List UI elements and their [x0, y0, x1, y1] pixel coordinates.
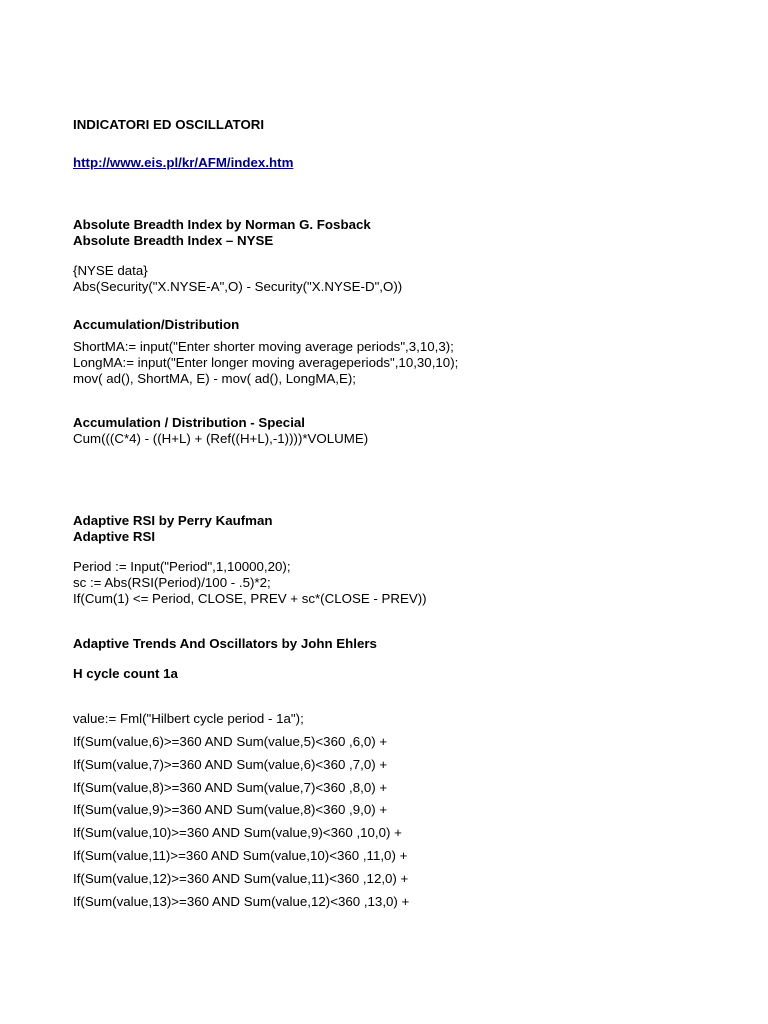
section-heading: Accumulation / Distribution - Special — [73, 415, 305, 430]
code-line: {NYSE data} — [73, 263, 148, 278]
section-subheading: H cycle count 1a — [73, 666, 178, 681]
document-title: INDICATORI ED OSCILLATORI — [73, 117, 265, 132]
code-line: If(Sum(value,9)>=360 AND Sum(value,8)<360 ,9,0) + — [73, 802, 388, 817]
section-heading: Absolute Breadth Index by Norman G. Fosback — [73, 217, 371, 232]
code-line: If(Sum(value,10)>=360 AND Sum(value,9)<360 ,10,0) + — [73, 825, 402, 840]
code-line: value:= Fml("Hilbert cycle period - 1a"); — [73, 711, 304, 726]
section-subheading: Absolute Breadth Index – NYSE — [73, 233, 274, 248]
reference-link[interactable]: http://www.eis.pl/kr/AFM/index.htm — [73, 155, 294, 170]
code-line: If(Cum(1) <= Period, CLOSE, PREV + sc*(CLOSE - PREV)) — [73, 591, 427, 606]
code-line: Period := Input("Period",1,10000,20); — [73, 559, 291, 574]
section-heading: Adaptive RSI by Perry Kaufman — [73, 513, 273, 528]
code-line: Cum(((C*4) - ((H+L) + (Ref((H+L),-1))))*VOLUME) — [73, 431, 369, 446]
code-line: sc := Abs(RSI(Period)/100 - .5)*2; — [73, 575, 271, 590]
code-line: ShortMA:= input("Enter shorter moving average periods",3,10,3); — [73, 339, 454, 354]
section-heading: Adaptive Trends And Oscillators by John Ehlers — [73, 636, 377, 651]
code-line: If(Sum(value,13)>=360 AND Sum(value,12)<360 ,13,0) + — [73, 894, 410, 909]
code-line: LongMA:= input("Enter longer moving averageperiods",10,30,10); — [73, 355, 459, 370]
code-line: If(Sum(value,8)>=360 AND Sum(value,7)<360 ,8,0) + — [73, 780, 388, 795]
code-line: If(Sum(value,7)>=360 AND Sum(value,6)<360 ,7,0) + — [73, 757, 388, 772]
code-line: If(Sum(value,12)>=360 AND Sum(value,11)<360 ,12,0) + — [73, 871, 409, 886]
code-line: If(Sum(value,11)>=360 AND Sum(value,10)<360 ,11,0) + — [73, 848, 408, 863]
section-heading: Accumulation/Distribution — [73, 317, 240, 332]
section-subheading: Adaptive RSI — [73, 529, 156, 544]
code-line: mov( ad(), ShortMA, E) - mov( ad(), LongMA,E); — [73, 371, 356, 386]
code-line: Abs(Security("X.NYSE-A",O) - Security("X.NYSE-D",O)) — [73, 279, 403, 294]
code-line: If(Sum(value,6)>=360 AND Sum(value,5)<360 ,6,0) + — [73, 734, 388, 749]
